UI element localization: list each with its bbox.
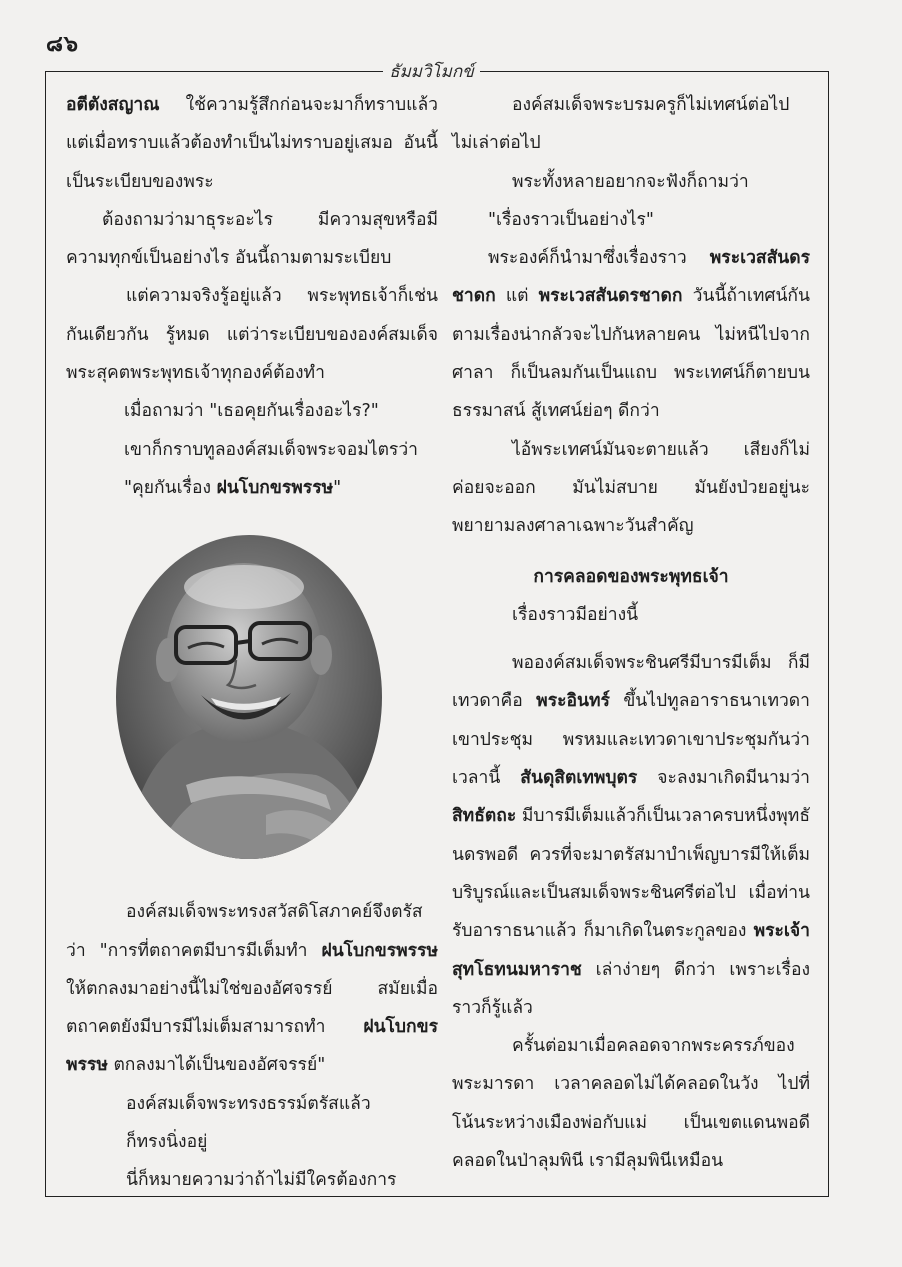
bold-term: อตีตังสญาณ [66,95,160,115]
bold-term: ฝนโบกขรพรรษ [321,940,438,961]
text: " [333,477,342,498]
left-column [66,86,438,1200]
text: พระองค์ก็นำมาซึ่งเรื่องราว [488,248,710,269]
bold-term: สันดุสิตเทพบุตร [520,768,638,789]
text: องค์สมเด็จพระทรงสวัสดิโสภาคย์จึงตรัสว่า "การที่ตถาคตมีบารมีเต็มทำ [66,902,423,961]
right-paragraph-8: ครั้นต่อมาเมื่อคลอดจากพระครรภ์ของพระมารดา เวลาคลอดไม่ได้คลอดในวัง ไปที่โน้นระหว่างเมืองพ่อกับแม่ เป็นเขตแดนพอดี คลอดในป่าลุมพินี เรามีลุมพินีเหมือน [452,1036,810,1172]
bold-term: ฝนโบกขรพรรษ [216,477,334,498]
text: เขาก็กราบทูลองค์สมเด็จพระจอมไตรว่า "คุยกันเรื่อง [124,439,418,498]
left-paragraph-1 [66,86,438,201]
portrait-photo [116,535,382,859]
right-paragraph-4 [452,239,810,430]
text: จะลงมาเกิดมีนามว่า [637,768,810,789]
right-paragraph-1: องค์สมเด็จพระบรมครูก็ไม่เทศน์ต่อไป ไม่เล่าต่อไป [452,95,790,154]
bold-term: สิทธัตถะ [452,806,517,827]
text: ใช้ความรู้สึกก่อนจะมาก็ทราบแล้ว แต่เมื่อทราบแล้วต้องทำเป็นไม่ทราบอยู่เสมอ อันนี้เป็นระเบียบของพระ [66,95,438,192]
bold-term: พระเจ้าสุทโธทนมหาราช [452,921,810,980]
left-paragraph-3: แต่ความจริงรู้อยู่แล้ว พระพุทธเจ้าก็เช่นกันเดียวกัน รู้หมด แต่ว่าระเบียบขององค์สมเด็จพระสุคตพระพุทธเจ้าทุกองค์ต้องทำ [66,286,438,384]
text: ให้ตกลงมาอย่างนี้ไม่ใช่ของอัศจรรย์ สมัยเมื่อตถาคตยังมีบารมีไม่เต็มสามารถทำ [66,978,438,1038]
spacer [452,546,810,558]
spacer [452,634,810,644]
left-paragraph-4: เมื่อถามว่า "เธอคุยกันเรื่องอะไร?" [124,401,379,422]
left-paragraph-2: ต้องถามว่ามาธุระอะไร มีความสุขหรือมีความทุกข์เป็นอย่างไร อันนี้ถามตามระเบียบ [66,209,438,269]
left-paragraph-9: นี่ก็หมายความว่าถ้าไม่มีใครต้องการ [126,1170,397,1191]
running-head: ธัมมวิโมกข์ [389,62,474,82]
bold-term: ฝนโบกขรพรรษ [66,1017,438,1076]
left-paragraph-8: ก็ทรงนิ่งอยู่ [126,1132,208,1153]
text: พอองค์สมเด็จพระชินศรีมีบารมีเต็ม ก็มีเทวดาคือ [452,653,810,712]
right-paragraph-5: ไอ้พระเทศน์มันจะตายแล้ว เสียงก็ไม่ค่อยจะออก มันไม่สบาย มันยังป่วยอยู่นะพยายามลงศาลาเฉพาะวันสำคัญ [452,439,810,537]
left-paragraph-7: องค์สมเด็จพระทรงธรรม์ตรัสแล้ว [126,1093,371,1114]
section-heading: การคลอดของพระพุทธเจ้า [533,566,729,587]
text: แต่ [495,286,539,307]
right-paragraph-7 [452,644,810,1027]
bold-term: พระเวสสันดรชาดก [452,248,810,307]
text: ตกลงมาได้เป็นของอัศจรรย์" [107,1055,326,1076]
right-paragraph-3: "เรื่องราวเป็นอย่างไร" [488,209,654,230]
right-column [452,86,810,1180]
right-paragraph-2: พระทั้งหลายอยากจะฟังก็ถามว่า [512,171,749,192]
text: ขึ้นไปทูลอาราธนาเทวดาเขาประชุม พรหมและเทวดาเขาประชุมกันว่า เวลานี้ [452,691,810,789]
left-paragraph-6 [66,893,438,1084]
bold-term: พระอินทร์ [536,691,610,712]
text: มีบารมีเต็มแล้วก็เป็นเวลาครบหนึ่งพุทธันดรพอดี ควรที่จะมาตรัสมาบำเพ็ญบารมีให้เต็มบริบูรณ์และเป็นสมเด็จพระชินศรีต่อไป เมื่อท่านรับอาราธนาแล้ว ก็มาเกิดในตระกูลของ [452,806,810,942]
bold-term: พระเวสสันดรชาดก [538,286,683,307]
text: เล่าง่ายๆ ดีกว่า เพราะเรื่องราวก็รู้แล้ว [452,959,810,1018]
monk-portrait-image [116,535,382,859]
text: วันนี้ถ้าเทศน์กันตามเรื่องน่ากลัวจะไปกันหลายคน ไม่หนีไปจากศาลา ก็เป็นลมกันเป็นแถบ พระเทศน์ก็ตายบนธรรมาสน์ สู้เทศน์ย่อๆ ดีกว่า [452,286,810,422]
portrait-photo-container [66,535,438,863]
right-paragraph-6: เรื่องราวมีอย่างนี้ [512,604,639,625]
page-number: ๘๖ [46,31,79,57]
left-paragraph-5 [66,431,438,508]
